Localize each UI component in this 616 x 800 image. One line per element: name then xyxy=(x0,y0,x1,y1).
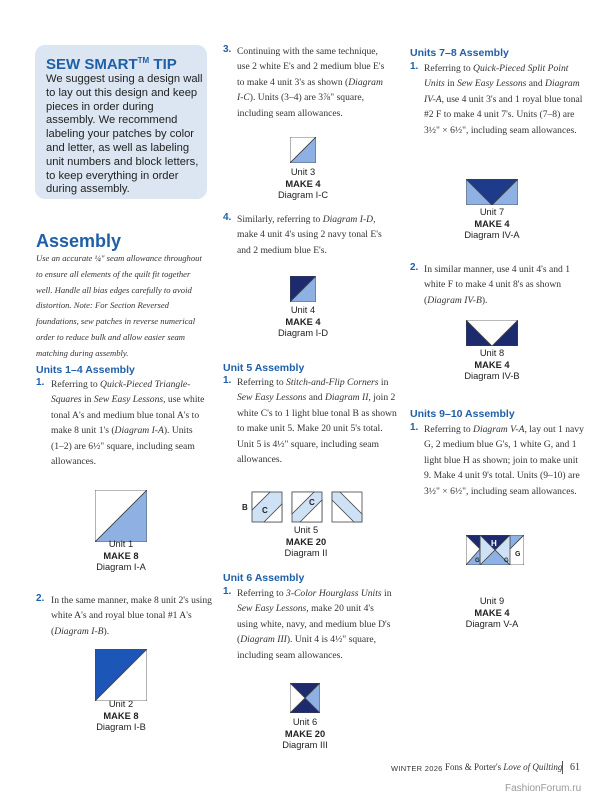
diagram-i-a-caption: Unit 1 MAKE 8 Diagram I-A xyxy=(96,539,146,573)
assembly-intro: Use an accurate ¼" seam allowance throughout to ensure all elements of the quilt fit together well. Handle all bias edges carefully to avoid distortion. Note: For Section Reversed foundations, sew patches in reverse numerical order to reduce bulk and allow easier seam matching during assembly. xyxy=(36,253,202,358)
watermark: FashionForum.ru xyxy=(505,783,582,794)
assembly-title: Assembly xyxy=(36,231,122,251)
diagram-iii-caption: Unit 6 MAKE 20 Diagram III xyxy=(282,717,328,751)
diagram-i-d xyxy=(290,276,316,302)
label-c: C xyxy=(262,506,268,515)
step-text: Referring to 3-Color Hourglass Units in Sew Easy Lessons, make 20 unit 4's using white, navy, and medium blue D's (Diagram III). Unit 4 is 4½" square, including seam allowances. xyxy=(237,588,392,661)
issue-label: WINTER 2026 xyxy=(391,764,443,773)
diagram-i-b-caption: Unit 2 MAKE 8 Diagram I-B xyxy=(96,699,146,733)
diagram-i-c-caption: Unit 3 MAKE 4 Diagram I-C xyxy=(277,167,329,201)
diagram-i-a xyxy=(95,490,147,542)
diagram-i-c xyxy=(290,137,316,163)
step-text: Continuing with the same technique, use 2 white E's and 2 medium blue E's to make 4 unit 3's as shown (Diagram I-C). Units (3–4) are 3⅞" square, including seam allowances. xyxy=(237,46,385,119)
step-number: 2. xyxy=(410,262,419,273)
label-g: G xyxy=(475,558,480,564)
tip-title: SEW SMART™ TIP xyxy=(46,56,177,73)
diagram-iv-a-caption: Unit 7 MAKE 4 Diagram IV-A xyxy=(464,207,520,241)
step-text: Referring to Quick-Pieced Split Point Units in Sew Easy Lessons and Diagram IV-A, use 4 unit 3's and 1 royal blue tonal #2 F to make 4 unit 7's. Units (7–8) are 3½" × 6½", including seam allowances. xyxy=(424,63,583,136)
diagram-iii xyxy=(290,683,320,713)
step-text: Referring to Diagram V-A, lay out 1 navy G, 2 medium blue G's, 1 white G, and 1 light blue H as shown; join to make unit 9. Make 4 unit 9's total. Units (9–10) are 3½" × 6½", including seam allowances. xyxy=(424,424,584,497)
footer-divider xyxy=(562,761,563,774)
diagram-iv-a xyxy=(466,179,518,205)
tip-text: We suggest using a design wall to lay out this design and keep pieces in order during assembly. We recommend labeling your patches by color and letter, as well as labeling unit numbers and block letters, to keep everything in order during assembly. xyxy=(46,73,203,196)
step-number: 3. xyxy=(223,44,232,55)
diagram-iv-b-caption: Unit 8 MAKE 4 Diagram IV-B xyxy=(464,348,520,382)
step-text: In similar manner, use 4 unit 4's and 1 white F to make 4 unit 8's as shown (Diagram IV-B). xyxy=(424,264,571,306)
step-text: Referring to Stitch-and-Flip Corners in Sew Easy Lessons and Diagram II, join 2 white C's to 1 light blue tonal B as shown to make unit 5. Make 20 unit 5's total. Unit 5 is 4½" square, including seam allowances. xyxy=(237,377,397,466)
unit-5-heading: Unit 5 Assembly xyxy=(223,362,305,374)
label-b: B xyxy=(242,503,248,512)
page-number: 61 xyxy=(570,762,580,773)
step-number: 1. xyxy=(410,422,419,433)
units-9-10-heading: Units 9–10 Assembly xyxy=(410,408,515,420)
step-text: Referring to Quick-Pieced Triangle-Squares in Sew Easy Lessons, use white tonal A's and medium blue tonal A's to make 8 unit 1's (Diagram I-A). Units (1–2) are 6½" square, including seam allowances. xyxy=(51,379,205,468)
step-text: Similarly, referring to Diagram I-D, make 4 unit 4's using 2 navy tonal E's and 2 medium blue E's. xyxy=(237,214,382,256)
diagram-i-d-caption: Unit 4 MAKE 4 Diagram I-D xyxy=(277,305,329,339)
step-number: 1. xyxy=(410,61,419,72)
step-number: 1. xyxy=(223,586,232,597)
label-g: G xyxy=(504,558,509,564)
label-h: H xyxy=(491,539,497,548)
diagram-v-a-caption: Unit 9 MAKE 4 Diagram V-A xyxy=(465,596,519,630)
diagram-i-b xyxy=(95,649,147,701)
step-number: 1. xyxy=(223,375,232,386)
label-g: G xyxy=(515,551,521,558)
label-g: G xyxy=(468,551,474,558)
diagram-v-a xyxy=(466,535,524,565)
label-c: C xyxy=(309,498,315,507)
units-7-8-heading: Units 7–8 Assembly xyxy=(410,47,509,59)
step-number: 2. xyxy=(36,593,45,604)
step-number: 4. xyxy=(223,212,232,223)
magazine-name: Fons & Porter's Love of Quilting xyxy=(445,762,563,772)
diagram-iv-b xyxy=(466,320,518,346)
diagram-ii-caption: Unit 5 MAKE 20 Diagram II xyxy=(284,525,328,559)
step-number: 1. xyxy=(36,377,45,388)
diagram-ii xyxy=(240,489,380,525)
unit-6-heading: Unit 6 Assembly xyxy=(223,572,305,584)
step-text: In the same manner, make 8 unit 2's using white A's and royal blue tonal #1 A's (Diagram I-B). xyxy=(51,595,212,637)
units-1-4-heading: Units 1–4 Assembly xyxy=(36,364,135,376)
